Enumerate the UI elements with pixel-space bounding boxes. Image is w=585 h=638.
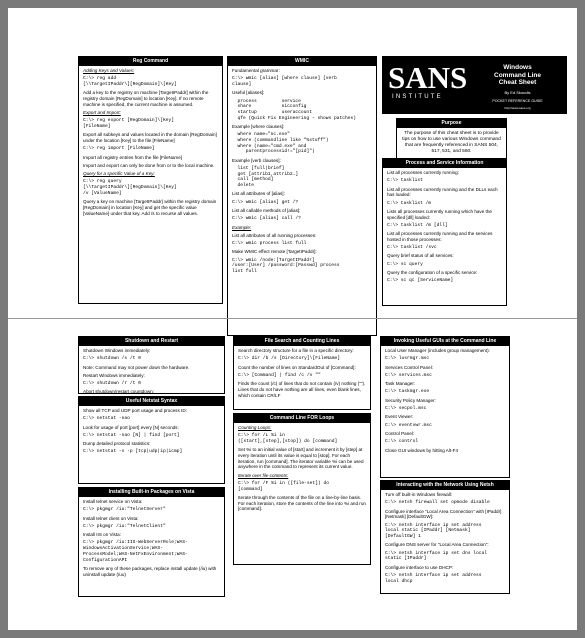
description-text: Turn off built-in Windows firewall:: [385, 492, 453, 497]
description-text: Install telnet client on Vista:: [83, 515, 139, 521]
description-text: Count the number of lines on StandardOut of [Command]:: [238, 364, 356, 370]
sheet-title: Windows Command Line Cheat Sheet: [494, 64, 541, 86]
description-text: Import and export can only be done from or to the local machine.: [83, 162, 215, 168]
description-text: Useful [aliases]:: [232, 90, 265, 96]
command-line: C:\> secpol.msc: [385, 406, 427, 412]
description-text: Show all TCP and UDP port usage and process ID:: [83, 408, 187, 413]
panel-header: Reg Command: [79, 57, 222, 66]
description-text: Import all registry entries from the file [FileName]: [83, 154, 183, 160]
netstat-panel: [78, 396, 225, 484]
description-text: List all processes currently running and the services hosted in those processes:: [387, 231, 494, 242]
panel-body: [79, 406, 224, 460]
command-line: C:\> netstat -nao: [83, 416, 130, 422]
shutdown-panel: [78, 336, 225, 394]
panel-body: [79, 66, 222, 221]
command-line: C:\> shutdown /r /t 0: [83, 381, 141, 387]
panel-body: [234, 346, 370, 403]
command-line: C:\> tasklist /m: [387, 200, 432, 206]
command-line: C:\> netsh interface ip set address local static [IPaddr] [Netmask] [DefaultGW] 1: [385, 522, 482, 539]
description-text: Install telnet service on Vista:: [83, 499, 143, 504]
section-heading: Query for a specific Value of a Key:: [83, 171, 155, 177]
description-text: List all attributes of all running processes:: [232, 232, 317, 238]
description-text: Close GUI windows by hitting Alt-F4: [385, 447, 459, 453]
command-line: C:\> tasklist /m [dll]: [387, 222, 448, 228]
command-line: C:\> lusrmgr.msc: [385, 356, 430, 362]
description-text: Lists all processes currently running which have the specified [dll] loaded:: [387, 208, 494, 220]
command-line: C:\> wmic [alias] call /?: [232, 216, 301, 222]
panel-body: [79, 497, 224, 582]
description-text: Dump detailed protocol statistics:: [83, 441, 151, 447]
panel-body: [381, 490, 509, 589]
panel-header: Command Line FOR Loops: [234, 414, 370, 423]
command-line: C:\> pkgmgr /iu:"TelnetServer": [83, 507, 166, 513]
section-heading: Iterate over file contents:: [238, 472, 289, 478]
command-line: C:\> control: [385, 439, 419, 445]
purpose-panel: [396, 118, 507, 160]
description-text: List all attributes of [alias]:: [232, 191, 285, 197]
description-text: Search directory structure for a file in a specific directory:: [238, 348, 354, 353]
description-text: Fundamental grammar:: [232, 68, 280, 73]
description-text: Export all subkeys and values located in the domain [RegDomain] under the location [Key] to the file [FileName]: [83, 132, 219, 143]
institute-wordmark: INSTITUTE: [392, 94, 443, 100]
for-loops-panel: [233, 413, 371, 565]
description-text: Look for usage of port [port] every [N] seconds:: [83, 424, 179, 430]
sans-logo: [382, 56, 567, 114]
command-line: C:\> reg import [FileName]: [83, 146, 155, 152]
description-text: Example [where clauses]:: [232, 124, 285, 129]
command-line: C:\> for /L %i in ([start],[step],[stop]) do [command]: [238, 433, 338, 444]
command-line: C:\> wmic [alias] get /?: [232, 199, 299, 205]
command-line: C:\> netsh interface ip set address local dhcp: [385, 572, 482, 584]
url-label: http://www.sans.org: [504, 106, 531, 110]
description-text: Shutdown Windows immediately:: [83, 348, 151, 353]
command-line: C:\> dir /b /s [Directory]\[FileName]: [238, 356, 340, 362]
panel-header: Process and Service Information: [383, 159, 506, 168]
panel-body: [234, 423, 370, 517]
command-line: C:\> tasklist /svc: [387, 245, 437, 251]
description-text: Example [verb clauses]:: [232, 157, 281, 163]
command-line: where name="nc.exe" where (commandline like "%stuff") where (name="cmd.exe" and parentprocessid!="[pid]"): [237, 132, 329, 155]
sans-wordmark: SANS: [388, 60, 468, 95]
description-text: Set %i to an initial value of [start] and increment it by [step] at every iteration until its value is equal to [stop]. For each iteration, run [command]. The iterator variable %i can be used anywhere in the command to represent its current value.: [238, 447, 365, 470]
page-divider: [8, 318, 577, 319]
description-text: Configure DNS server for "Local Area Connection":: [385, 542, 489, 548]
command-line: C:\> pkgmgr /iu:IIS-WebServerRole;WAS- WindowsActivationService;WAS- ProcessModel;WAS-NetFxEnvironment;WAS- ConfigurationAPI: [83, 540, 188, 563]
panel-header: Purpose: [397, 119, 506, 128]
description-text: Abort shutdown/restart countdown:: [83, 389, 154, 395]
description-text: Finds the count (/c) of lines that do not contain (/v) nothing (""). Lines that do not have nothing are all lines, even blank lines, which contain CR/LF: [238, 381, 367, 398]
description-text: Iterate through the contents of the file on a line-by-line basis. For each iteration, store the contents of the line into %i and run [command].: [238, 495, 368, 512]
panel-header: File Search and Counting Lines: [234, 337, 370, 346]
description-text: Note: Command may not power down the hardware.: [83, 364, 190, 370]
section-heading: Export and Import:: [83, 110, 121, 115]
command-line: list [full|brief] get [attrib1,attrib2…] call [method] delete: [237, 166, 299, 189]
description-text: Add a key to the registry on machine [TargetIPaddr] within the registry domain [RegDomain] to location [Key]. If no remote machine is specified, the current machine is assumed.: [83, 90, 210, 107]
panel-header: Invoking Useful GUIs at the Command Line: [381, 337, 509, 346]
description-text: Configure interface "Local Area Connection" with [IPaddr] [Netmask] [DefaultGW]:: [385, 508, 503, 520]
command-line: C:\> taskmgr.exe: [385, 389, 430, 395]
description-text: Event Viewer:: [385, 414, 414, 420]
author: By Ed Skoudis: [504, 90, 531, 95]
description-text: List all callable methods of [alias]:: [232, 208, 301, 213]
panel-header: Interacting with the Network Using Netsh: [381, 481, 509, 490]
vista-panel: [78, 487, 225, 597]
panel-body: [383, 168, 506, 289]
description-text: Install IIS on Vista:: [83, 532, 121, 538]
section-heading: Example:: [232, 224, 252, 230]
description-text: To remove any of these packages, replace install update (/iu) with uninstall update (/uu): [83, 565, 218, 577]
panel-header: WMIC: [228, 57, 376, 66]
description-text: Query brief status of all services:: [387, 253, 454, 259]
description-text: Local User Manager (includes group management):: [385, 348, 490, 353]
command-line: C:\> tasklist: [387, 178, 423, 184]
description-text: Restart Windows immediately:: [83, 372, 145, 378]
cheat-sheet-page: [8, 8, 577, 630]
description-text: Configure interface to use DHCP:: [385, 564, 454, 570]
command-line: C:\> sc query: [387, 261, 423, 267]
panel-body: [228, 66, 376, 279]
command-line: C:\> [Command] | find /c /v "": [238, 372, 321, 378]
panel-body: [381, 346, 509, 458]
command-line: C:\> pkgmgr /iu:"TelnetClient": [83, 523, 166, 529]
command-line: process service share nicconfig startup useraccount qfe (Quick Fix Engineering – shows patches): [237, 98, 357, 121]
process-panel: [382, 158, 507, 306]
section-heading: Counting Loops:: [238, 425, 272, 430]
command-line: C:\> wmic [alias] [where clause] [verb clause]: [232, 76, 337, 87]
panel-header: Installing Built-in Packages on Vista: [79, 488, 224, 497]
command-line: C:\> services.msc: [385, 372, 432, 378]
description-text: Control Panel:: [385, 430, 415, 436]
description-text: Security Policy Manager:: [385, 397, 436, 403]
description-text: Query a key on machine [TargetIPaddr] within the registry domain [RegDomain] in location [Key] and get the specific value [ValueName] under that key. Add /s to recurse all values.: [83, 199, 218, 216]
description-text: Make WMIC effect remote [TargetIPaddr]:: [232, 249, 317, 255]
command-line: C:\> netstat -nao [N] | find [port]: [83, 432, 180, 438]
purpose-text: The purpose of this cheat sheet is to provide tips on how to use various Windows command that are frequently referenced in SANS 504, 517, 531, and 560.: [402, 131, 501, 154]
command-line: C:\> netstat -s -p [tcp|udp|ip|icmp]: [83, 449, 183, 455]
section-heading: Adding Keys and Values:: [83, 68, 135, 73]
command-line: C:\> wmic process list full: [232, 241, 307, 247]
panel-header: Shutdown and Restart: [79, 337, 224, 346]
command-line: C:\> reg query [\\TargetIPaddr\][RegDomain]\[Key] /v [ValueName]: [83, 179, 177, 196]
guide-label: POCKET REFERENCE GUIDE: [492, 99, 543, 103]
command-line: C:\> for /F %i in ([file-set]) do [command]: [238, 481, 329, 492]
command-line: C:\> shutdown /s /t 0: [83, 356, 141, 362]
command-line: C:\> eventvwr.msc: [385, 422, 432, 428]
reg-command-panel: [78, 56, 223, 304]
description-text: Query the configuration of a specific service:: [387, 270, 478, 276]
description-text: List all processes currently running:: [387, 170, 460, 175]
description-text: List all processes currently running and the DLLs each has loaded:: [387, 186, 499, 198]
description-text: Task Manager:: [385, 381, 416, 387]
command-line: C:\> reg add [\\TargetIPaddr\][RegDomain]\[Key]: [83, 76, 177, 87]
command-line: C:\> netsh interface ip set dns local static [IPaddr]: [385, 550, 487, 562]
command-line: C:\> wmic /node:[TargetIPaddr] /user:[User] /password:[Passwd] process list full: [232, 257, 340, 275]
file-search-panel: [233, 336, 371, 410]
description-text: Services Control Panel:: [385, 364, 434, 370]
command-line: C:\> netsh firewall set opmode disable: [385, 500, 490, 506]
guis-panel: [380, 336, 510, 478]
wmic-panel: [227, 56, 377, 336]
panel-header: Useful Netstat Syntax: [79, 397, 224, 406]
netsh-panel: [380, 480, 510, 594]
command-line: C:\> sc qc [ServiceName]: [387, 278, 454, 284]
command-line: C:\> reg export [RegDomain]\[Key] [FileName]: [83, 118, 174, 129]
